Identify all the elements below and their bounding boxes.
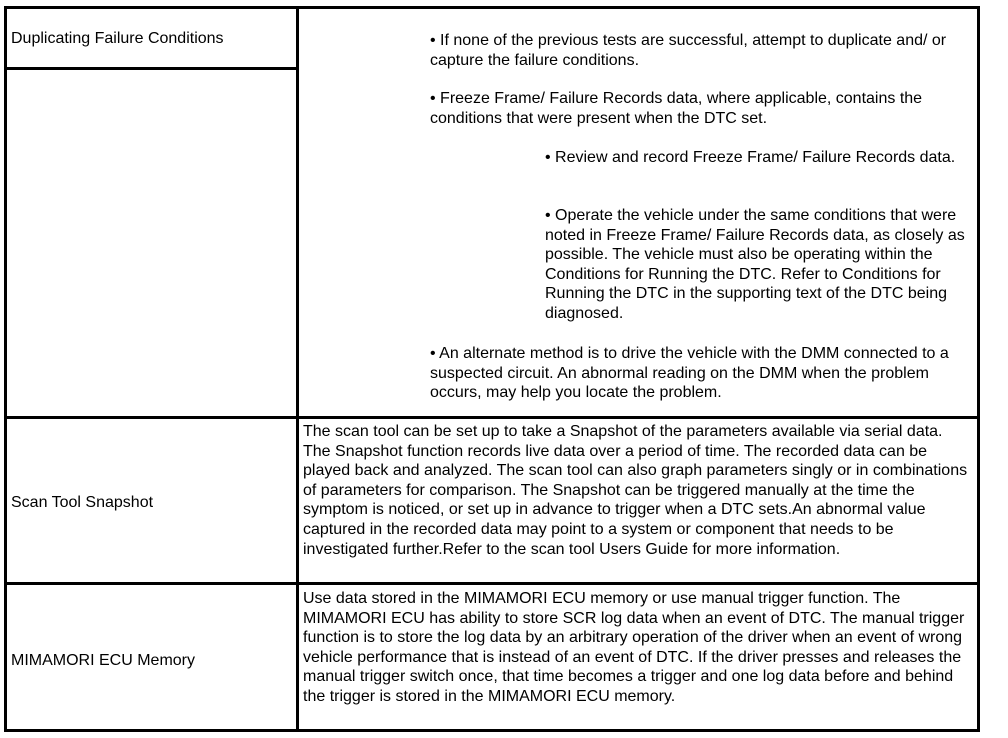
bullet-item: • If none of the previous tests are successful, attempt to duplicate and/ or capture the failure conditions. <box>430 32 947 69</box>
label-divider <box>7 67 296 70</box>
bullet-item: • An alternate method is to drive the vehicle with the DMM connected to a suspected circuit. An abnormal reading on the DMM when the problem occurs, may help you locate the problem. <box>430 345 949 402</box>
row-divider <box>7 416 977 419</box>
diagnostic-table <box>4 6 980 732</box>
row-text-scan-tool-snapshot: The scan tool can be set up to take a Snapshot of the parameters available via serial data. The Snapshot function records live data over a period of time. The recorded data can be played back and analyzed. The scan tool can also graph parameters singly or in combinations of parameters for comparison. The Snapshot can be triggered manually at the time the symptom is noticed, or set up in advance to trigger when a DTC sets.An abnormal value captured in the recorded data may point to a system or component that needs to be investigated further.Refer to the scan tool Users Guide for more information. <box>303 423 968 558</box>
column-divider <box>296 9 299 729</box>
row-label-duplicating-failure-conditions: Duplicating Failure Conditions <box>11 30 224 47</box>
bullet-item: • Freeze Frame/ Failure Records data, where applicable, contains the conditions that were present when the DTC set. <box>430 90 923 127</box>
bullet-item: • Operate the vehicle under the same conditions that were noted in Freeze Frame/ Failure Records data, as closely as possible. The vehicle must also be operating within the Conditions for Running the DTC. Refer to Conditions for Running the DTC in the supporting text of the DTC being diagnosed. <box>545 207 965 322</box>
row-text-mimamori-ecu-memory: Use data stored in the MIMAMORI ECU memory or use manual trigger function. The MIMAMORI ECU has ability to store SCR log data when an event of DTC. The manual trigger function is to store the log data by an arbitrary operation of the driver when an event of wrong vehicle performance that is instead of an event of DTC. If the driver presses and releases the manual trigger switch once, that time becomes a trigger and one log data before and behind the trigger is stored in the MIMAMORI ECU memory. <box>303 590 965 705</box>
row-label-scan-tool-snapshot: Scan Tool Snapshot <box>11 494 154 511</box>
row-label-mimamori-ecu-memory: MIMAMORI ECU Memory <box>11 652 195 669</box>
bullet-item: • Review and record Freeze Frame/ Failure Records data. <box>545 149 956 166</box>
row-divider <box>7 582 977 585</box>
